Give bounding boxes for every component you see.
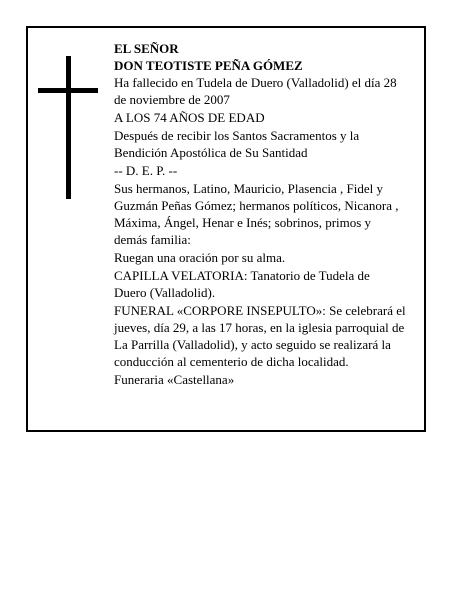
rip-line: -- D. E. P. -- [114,163,178,178]
cross-icon [38,56,98,199]
prayer-request: Ruegan una oración por su alma. [114,250,286,265]
age-line: A LOS 74 AÑOS DE EDAD [114,110,265,125]
funeral-info: FUNERAL «CORPORE INSEPULTO»: Se celebrará el jueves, día 29, a las 17 horas, en la iglesia parroquial de La Parrilla (Valladolid), y acto seguido se realizará la conducción al cementerio de dicha localidad. [114,303,406,369]
family-text: Sus hermanos, Latino, Mauricio, Plasencia , Fidel y Guzmán Peñas Gómez; hermanos políticos, Nicanora , Máxima, Ángel, Henar e Inés; sobrinos, primos y demás familia: [114,181,399,247]
death-notice: Ha fallecido en Tudela de Duero (Valladolid) el día 28 de noviembre de 2007 [114,75,397,107]
deceased-name: DON TEOTISTE PEÑA GÓMEZ [114,58,303,73]
funeral-home: Funeraria «Castellana» [114,372,235,387]
chapel-info: CAPILLA VELATORIA: Tanatorio de Tudela de Duero (Valladolid). [114,268,370,300]
cross-vertical-bar [66,56,71,199]
title-line: EL SEÑOR [114,41,179,56]
obituary-notice [26,26,426,432]
cross-horizontal-bar [38,88,98,93]
sacraments-text: Después de recibir los Santos Sacramentos y la Bendición Apostólica de Su Santidad [114,128,360,160]
obituary-text [114,40,424,389]
